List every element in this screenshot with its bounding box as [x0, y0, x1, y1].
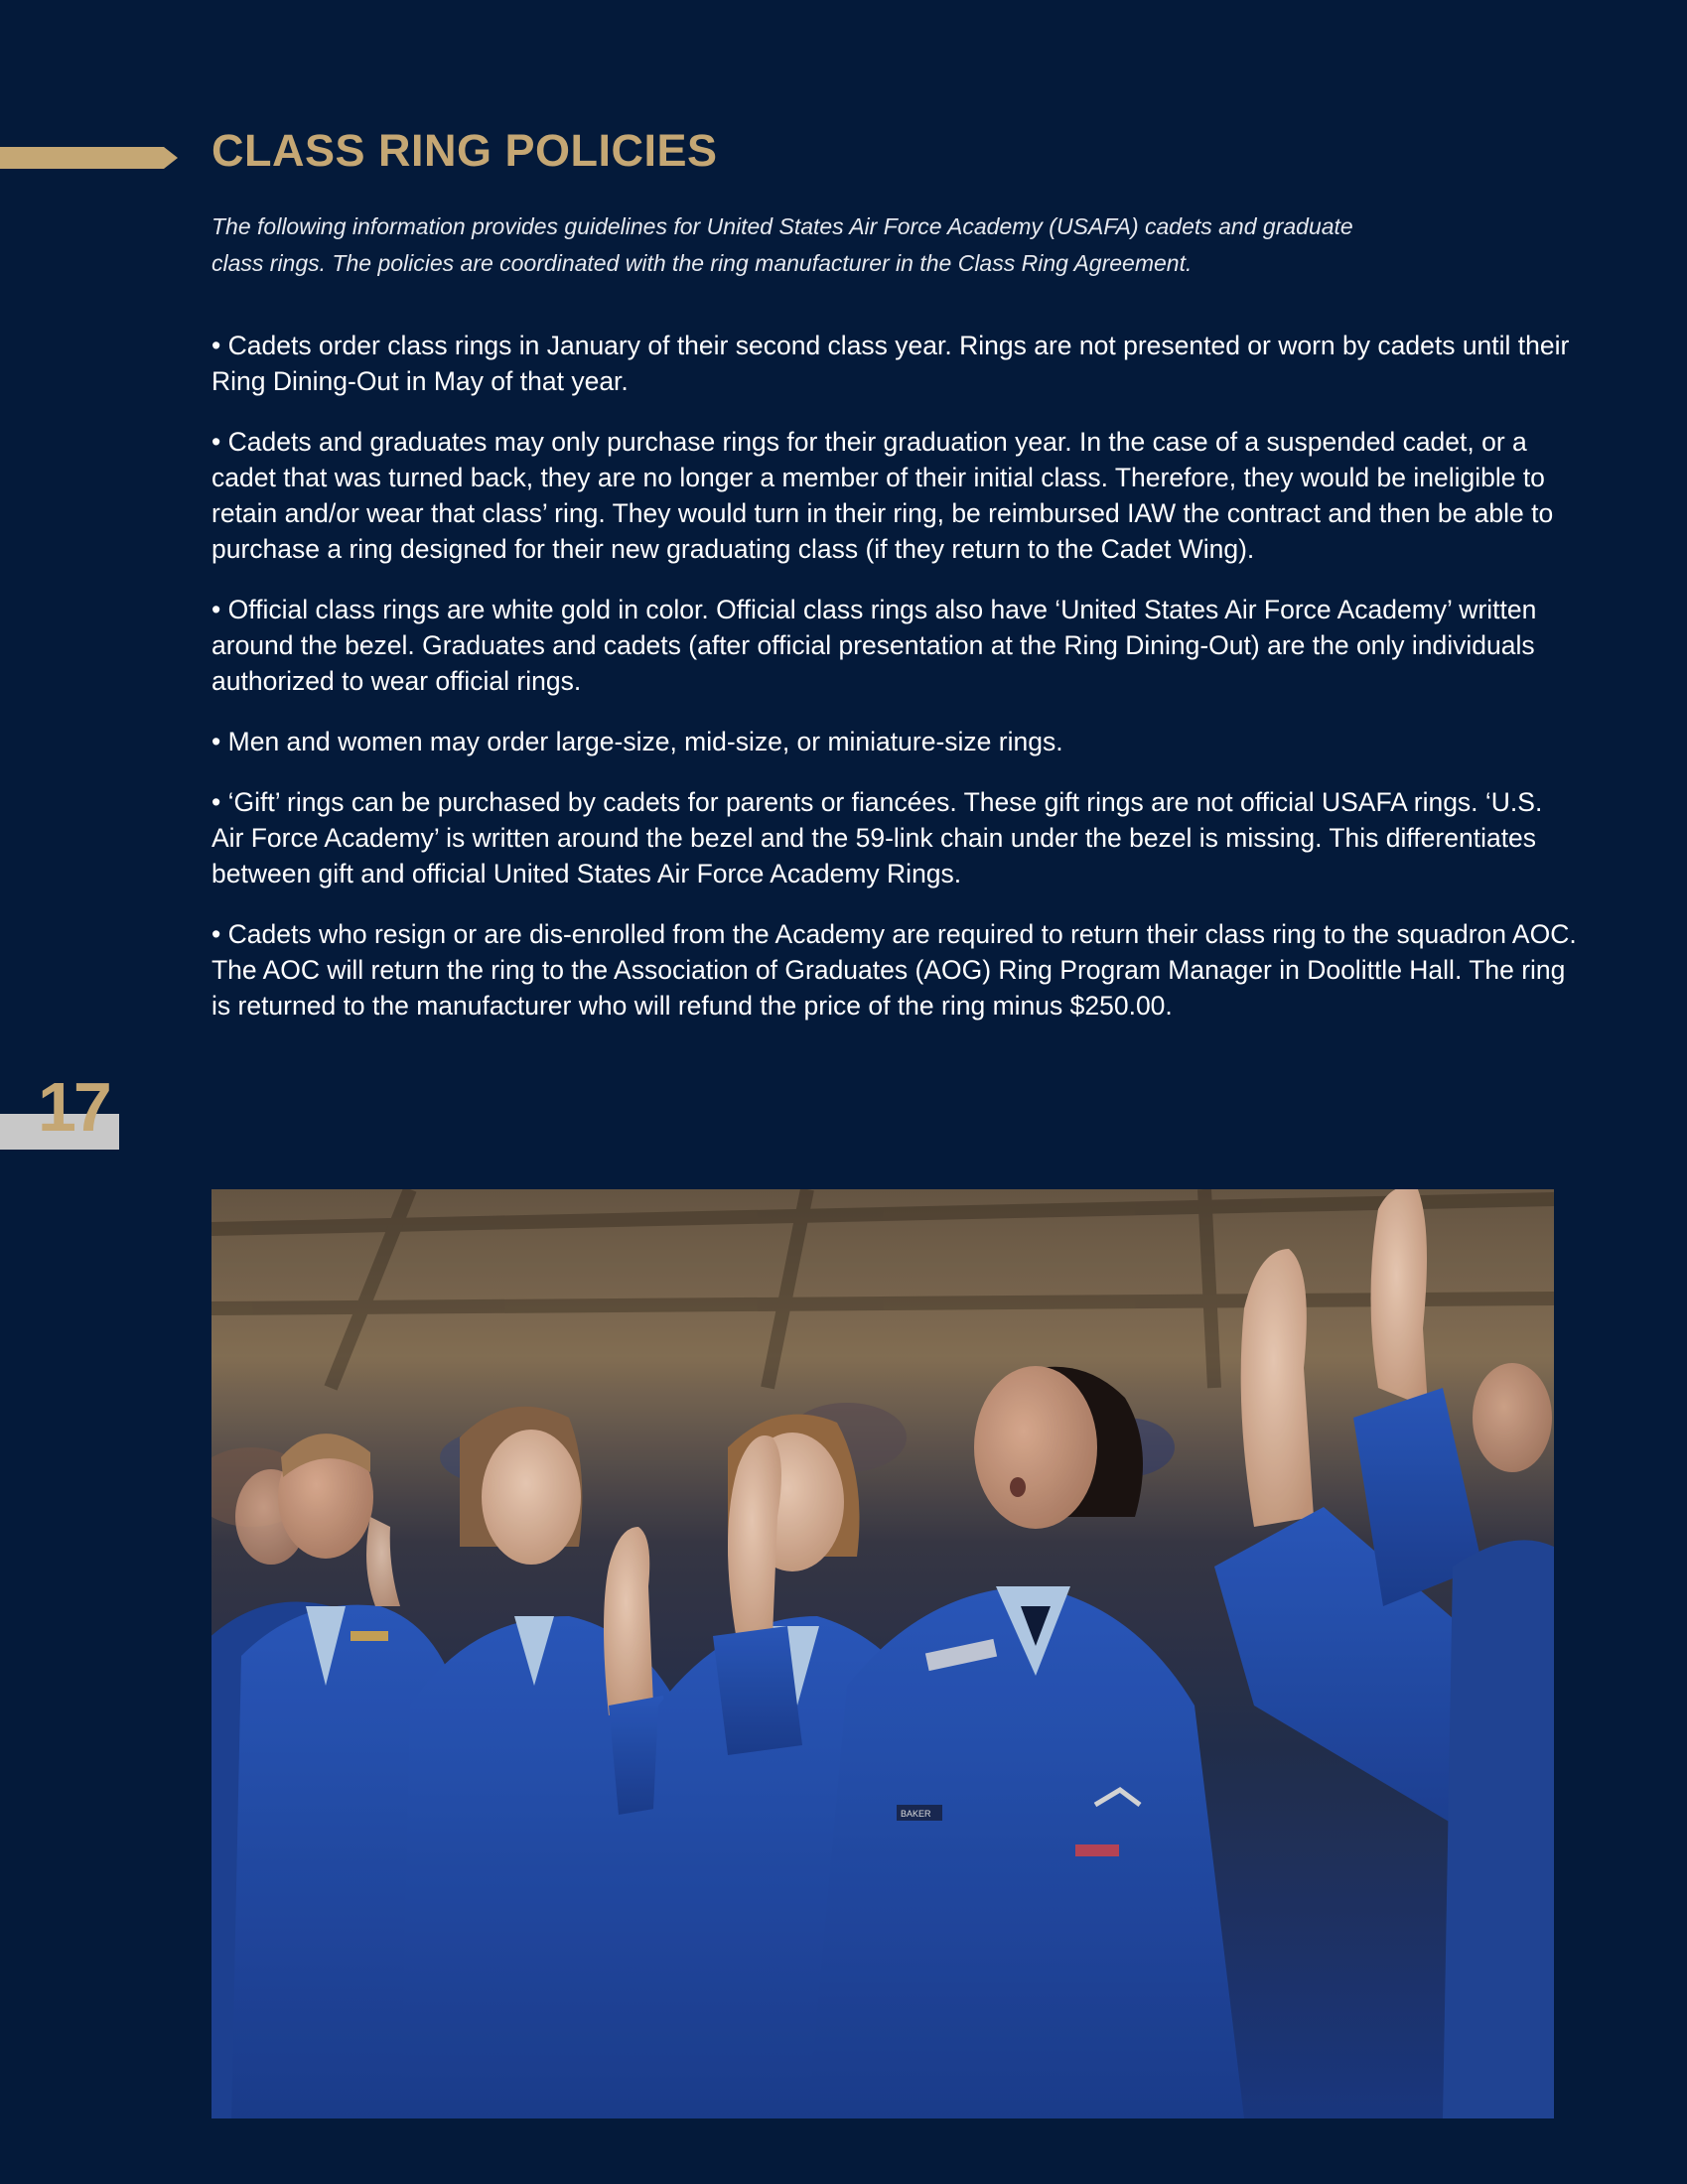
- title-accent-bar: [0, 147, 164, 169]
- cadets-oath-photo: [211, 1189, 1554, 2118]
- policy-item: • ‘Gift’ rings can be purchased by cadets for parents or fiancées. These gift rings are not official USAFA rings. ‘U.S. Air Force Academy’ is written around the bezel and the 59-link chain under the bezel is missing. This differentiates between gift and official United States Air Force Academy Rings.: [211, 787, 1543, 888]
- page-title: CLASS RING POLICIES: [211, 125, 718, 176]
- intro-paragraph: The following information provides guidelines for United States Air Force Academy (USAFA) cadets and graduate class rings. The policies are coordinated with the ring manufacturer in the Class Ring Agreement.: [211, 213, 1353, 276]
- title-accent-arrow: [164, 147, 178, 169]
- page-number: 17: [38, 1068, 109, 1146]
- policy-item: • Men and women may order large-size, mid-size, or miniature-size rings.: [211, 727, 1063, 756]
- policy-item: • Cadets and graduates may only purchase rings for their graduation year. In the case of a suspended cadet, or a cadet that was turned back, they are no longer a member of their initial class. Therefore, they would be ineligible to retain and/or wear that class’ ring. They would turn in their ring, be reimbursed IAW the contract and then be able to purchase a ring designed for their new graduating class (if they return to the Cadet Wing).: [211, 427, 1554, 564]
- policy-list: [211, 328, 1577, 1048]
- policy-item: • Official class rings are white gold in color. Official class rings also have ‘United States Air Force Academy’ written around the bezel. Graduates and cadets (after official presentation at the Ring Dining-Out) are the only individuals authorized to wear official rings.: [211, 595, 1537, 696]
- policy-item: • Cadets order class rings in January of their second class year. Rings are not presented or worn by cadets until their Ring Dining-Out in May of that year.: [211, 331, 1570, 396]
- nametag-text: BAKER: [901, 1809, 931, 1819]
- policy-item: • Cadets who resign or are dis-enrolled from the Academy are required to return their class ring to the squadron AOC. The AOC will return the ring to the Association of Graduates (AOG) Ring Program Manager in Doolittle Hall. The ring is returned to the manufacturer who will refund the price of the ring minus $250.00.: [211, 919, 1577, 1021]
